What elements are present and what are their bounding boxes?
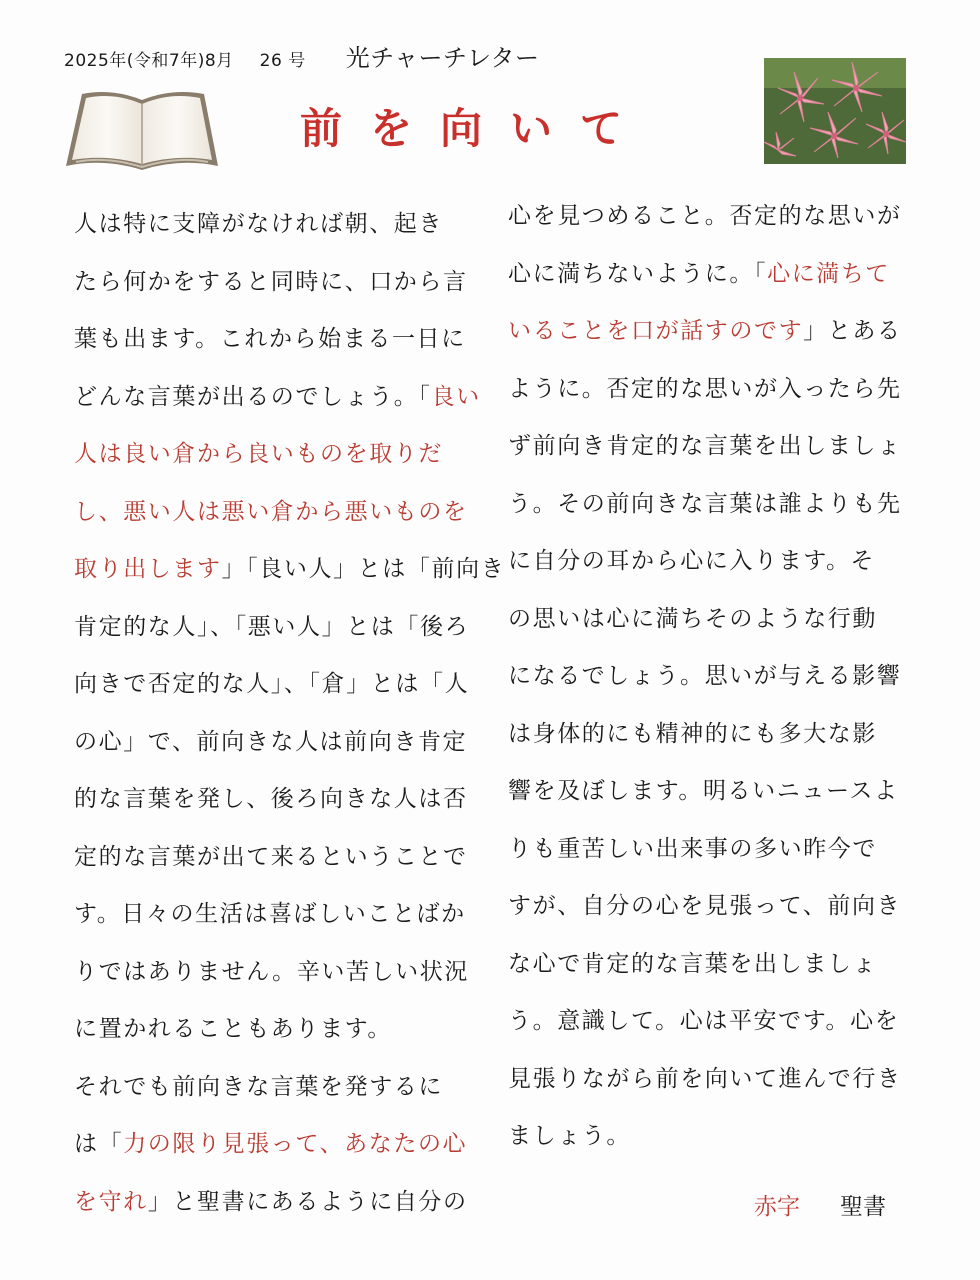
right-column	[508, 188, 908, 1166]
text-line	[508, 533, 908, 591]
scripture-quote-segment: し、悪い人は悪い倉から悪いものを	[74, 498, 468, 525]
text-segment: すが、自分の心を見張って、前向き	[508, 893, 902, 919]
text-segment: 定的な言葉が出て来るということで	[74, 843, 468, 870]
text-line	[508, 648, 908, 706]
text-segment: たら何かをすると同時に、口から言	[74, 268, 468, 295]
text-segment: 人は特に支障がなければ朝、起き	[74, 211, 443, 237]
text-segment: 心を見つめること。否定的な思いが	[508, 203, 902, 229]
text-segment: の思いは心に満ちそのような行動	[508, 605, 877, 632]
text-line	[74, 829, 474, 887]
text-line	[74, 541, 506, 599]
scripture-quote-segment: 良い	[431, 383, 481, 410]
text-line	[74, 426, 474, 484]
text-segment: ましょう。	[508, 1123, 631, 1149]
text-segment: に置かれることもあります。	[74, 1016, 392, 1042]
text-segment: す。日々の生活は喜ばしいことばか	[74, 901, 466, 927]
text-line	[508, 361, 908, 419]
text-segment: 響を及ぼします。明るいニュースよ	[508, 778, 899, 804]
text-line	[74, 944, 474, 1002]
scripture-quote-segment: いることを口が話すのです	[508, 318, 804, 344]
issue-date: 2025年(令和7年)8月	[64, 51, 234, 71]
text-line	[74, 771, 474, 829]
text-segment: どんな言葉が出るのでしょう。「	[74, 383, 432, 410]
text-segment: 肯定的な人」、「悪い人」とは「後ろ	[74, 613, 470, 640]
text-line	[508, 418, 908, 476]
text-line	[508, 878, 908, 936]
text-line	[74, 599, 474, 657]
text-segment: りも重苦しい出来事の多い昨今で	[508, 835, 877, 862]
text-line	[74, 311, 474, 369]
text-segment: う。その前向きな言葉は誰よりも先	[508, 490, 902, 517]
text-line	[508, 993, 908, 1051]
text-segment: な心で肯定的な言葉を出しましょ	[508, 950, 877, 977]
text-line	[74, 1116, 474, 1174]
text-segment: 的な言葉を発し、後ろ向きな人は否	[74, 786, 468, 812]
open-book-image	[62, 86, 222, 174]
text-line	[74, 484, 474, 542]
text-line	[508, 476, 908, 534]
text-segment: になるでしょう。思いが与える影響	[508, 663, 902, 689]
text-segment: 向きで否定的な人」、「倉」とは「人	[74, 671, 470, 697]
text-segment: りではありません。辛い苦しい状況	[74, 958, 469, 985]
legend-red-label: 赤字	[754, 1194, 800, 1220]
text-line	[508, 821, 908, 879]
text-line	[74, 656, 474, 714]
text-segment: の心」で、前向きな人は前向き肯定	[74, 728, 468, 755]
text-line	[508, 1108, 908, 1166]
scripture-quote-segment: 取り出します	[74, 556, 222, 582]
issue-number: 26 号	[259, 51, 306, 71]
pink-lily-photo	[764, 58, 906, 164]
text-segment: 」「良い人」とは「前向き	[221, 556, 506, 582]
text-segment: は身体的にも精神的にも多大な影	[508, 720, 877, 747]
text-segment: う。意識して。心は平安です。心を	[508, 1008, 900, 1034]
text-line	[508, 246, 908, 304]
text-segment: に自分の耳から心に入ります。そ	[508, 548, 876, 574]
text-line	[508, 188, 908, 246]
text-segment: は「	[74, 1131, 124, 1157]
page-title: 前を向いて	[300, 104, 651, 153]
text-line	[508, 1051, 908, 1109]
text-segment: 見張りながら前を向いて進んで行き	[508, 1065, 902, 1092]
text-segment: 」とある	[803, 318, 902, 344]
text-line	[508, 706, 908, 764]
text-line	[508, 591, 908, 649]
scripture-quote-segment: 力の限り見張って、あなたの心	[123, 1131, 468, 1157]
text-line	[74, 369, 481, 427]
text-line	[74, 1001, 474, 1059]
text-line	[74, 196, 474, 254]
scripture-quote-segment: 心に満ちて	[767, 260, 890, 287]
scripture-quote-segment: 人は良い倉から良いものを取りだ	[74, 441, 443, 467]
text-line	[508, 303, 908, 361]
text-segment: ず前向き肯定的な言葉を出しましょ	[508, 433, 902, 459]
legend-bible-label: 聖書	[840, 1194, 886, 1220]
text-line	[508, 763, 908, 821]
text-segment: 心に満ちないように。「	[508, 260, 768, 287]
text-line	[74, 1174, 474, 1232]
scripture-quote-segment: を守れ	[74, 1188, 148, 1215]
text-line	[508, 936, 908, 994]
text-line	[74, 714, 474, 772]
text-line	[74, 886, 474, 944]
color-legend	[754, 1188, 886, 1221]
text-segment: それでも前向きな言葉を発するに	[74, 1073, 443, 1100]
text-segment: ように。否定的な思いが入ったら先	[508, 375, 902, 402]
letter-series-name: 光チャーチレター	[345, 44, 540, 72]
header-line	[64, 38, 540, 73]
text-segment: 葉も出ます。これから始まる一日に	[74, 326, 466, 352]
text-segment: 」と聖書にあるように自分の	[147, 1188, 468, 1215]
left-column	[74, 196, 506, 1231]
text-line	[74, 1059, 474, 1117]
text-line	[74, 254, 474, 312]
